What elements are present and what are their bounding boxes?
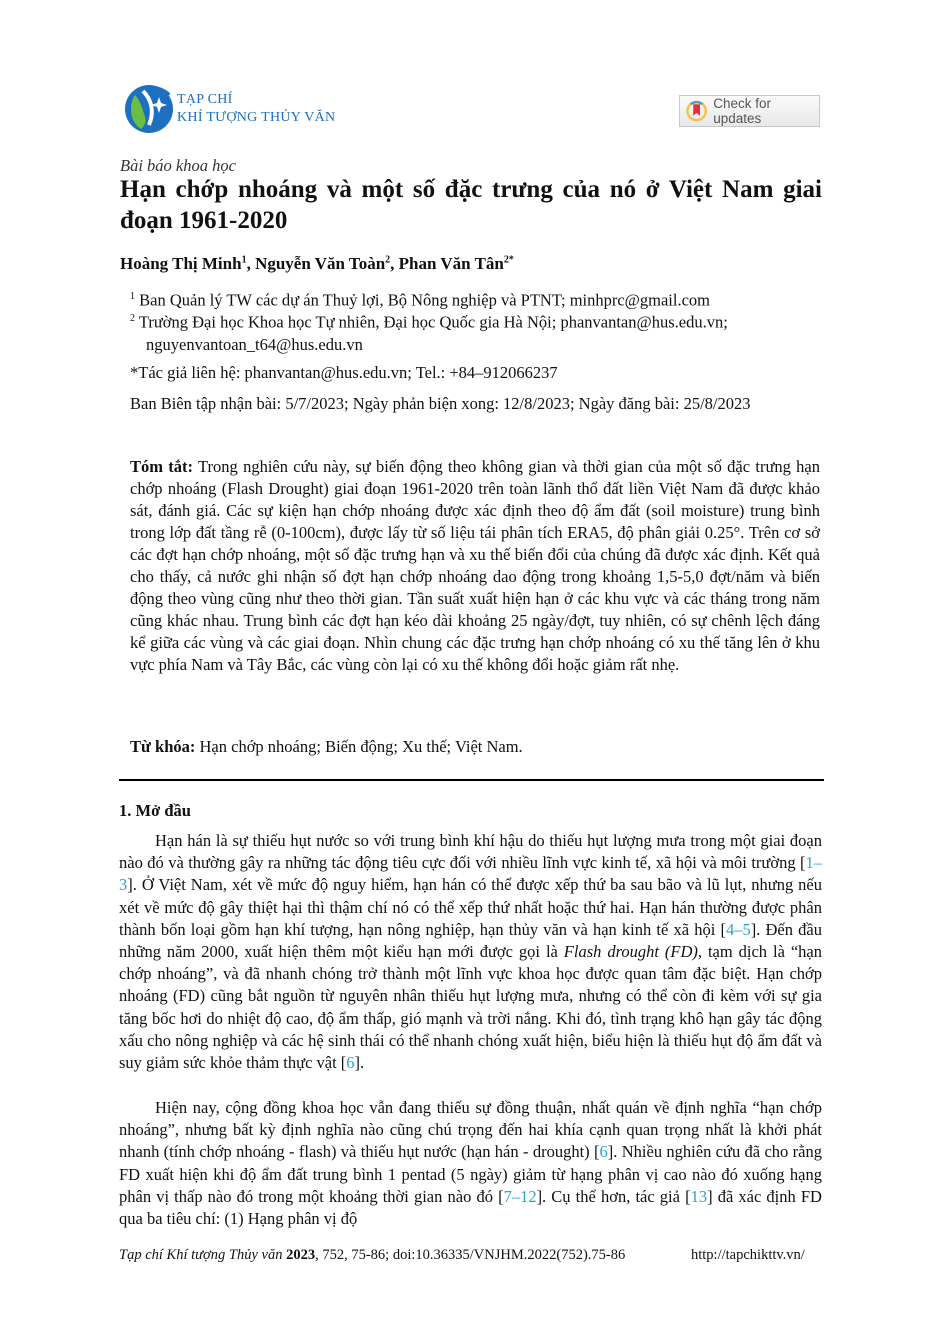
author-name: Hoàng Thị Minh — [120, 254, 242, 273]
keywords-text: Hạn chớp nhoáng; Biến động; Xu thế; Việt Nam. — [195, 737, 523, 756]
section-heading: 1. Mở đầu — [119, 801, 191, 820]
journal-logo — [121, 81, 361, 137]
citation-link[interactable]: 13 — [690, 1186, 708, 1206]
paragraph-1: Hạn hán là sự thiếu hụt nước so với trung bình khí hậu do thiếu hụt lượng mưa trong một giai đoạn nào đó và thường gây ra những tác động tiêu cực đối với nhiều lĩnh vực kinh tế, xã hội và môi trường [1–3]. Ở Việt Nam, xét về mức độ nguy hiểm, hạn hán có thể được xếp thứ ba sau bão và lũ lụt, nhưng nếu xét về mức độ gây thiệt hại thì thậm chí nó có thể xếp thứ nhất hoặc thứ hai. Hạn hán thường được phân thành bốn loại gồm hạn khí tượng, hạn nông nghiệp, hạn thủy văn và hạn kinh tế xã hội [4–5]. Đến đầu những năm 2000, xuất hiện thêm một kiểu hạn mới được gọi là Flash drought (FD), tạm dịch là “hạn chớp nhoáng”, và đã nhanh chóng trở thành một lĩnh vực khoa học được quan tâm đặc biệt. Hạn chớp nhoáng (FD) cũng bắt nguồn từ nguyên nhân thiếu hụt lượng mưa, nhưng có thể còn đi kèm với sự gia tăng bốc hơi do nhiệt độ cao, độ ẩm thấp, gió mạnh và trời nắng. Khi đó, tình trạng khô hạn gây tác động xấu cho nông nghiệp và các hệ sinh thái có thể nhanh chóng xuất hiện, biểu hiện là thiếu hụt độ ẩm đất và suy giảm sức khỏe thảm thực vật [6]. — [119, 831, 822, 1073]
abstract — [130, 456, 820, 676]
citation-link[interactable]: 6 — [599, 1142, 608, 1162]
keywords-label: Từ khóa: — [130, 737, 196, 756]
paragraph-2: Hiện nay, cộng đồng khoa học vẫn đang thiếu sự đồng thuận, nhất quán về định nghĩa “hạn chớp nhoáng”, nhưng bất kỳ định nghĩa nào cũng chú trọng đến hai khía cạnh quan trọng nhất là khởi phát nhanh (tính chớp nhoáng - flash) và thiếu hụt nước (hạn hán - drought) [6]. Nhiều nghiên cứu đã cho rằng FD xuất hiện khi độ ẩm đất trung bình 1 pentad (5 ngày) giảm từ hạng phân vị cao nào đó xuống hạng phân vị thấp nào đó trong một khoảng thời gian nào đó [7–12]. Cụ thể hơn, tác giả [13] đã xác định FD qua ba tiêu chí: (1) Hạng phân vị độ — [119, 1098, 822, 1229]
author-name: Phan Văn Tân — [398, 254, 504, 273]
author-list: Hoàng Thị Minh$^1$, Nguyễn Văn Toàn$^2$, Phan Văn Tân$^{2*}$ — [120, 254, 514, 273]
bookmark-ring-icon — [686, 100, 707, 122]
article-title: Hạn chớp nhoáng và một số đặc trưng của nó ở Việt Nam giai đoạn 1961-2020 — [120, 176, 822, 234]
article-dates: Ban Biên tập nhận bài: 5/7/2023; Ngày phản biện xong: 12/8/2023; Ngày đăng bài: 25/8/2023 — [130, 394, 751, 413]
citation-link[interactable]: 6 — [346, 1053, 355, 1073]
citation-link[interactable]: 4–5 — [725, 919, 751, 939]
abstract-label: Tóm tắt: — [130, 457, 194, 476]
abstract-text: Trong nghiên cứu này, sự biến động theo không gian và thời gian của một số đặc trưng hạn chớp nhoáng (Flash Drought) giai đoạn 1961-2020 trên toàn lãnh thổ đất liền Việt Nam đã được khảo sát, đánh giá. Các sự kiện hạn chớp nhoáng được xác định theo độ ẩm đất (soil moisture) trung bình trong lớp đất tầng rễ (0-100cm), được lấy từ số liệu tái phân tích ERA5, độ phân giải 0.25°. Trên cơ sở các đợt hạn chớp nhoáng, một số đặc trưng hạn và xu thế biến đổi của chúng đã được xác định. Kết quả cho thấy, cả nước ghi nhận số đợt hạn chớp nhoáng dao động trong khoảng 1,5-5,0 đợt/năm và biến động theo vùng cũng như theo thời gian. Tần suất xuất hiện hạn ở các khu vực và các tháng trong năm cũng khác nhau. Trung bình các đợt hạn kéo dài khoảng 25 ngày/đợt, tuy nhiên, có sự chênh lệch đáng kể giữa các vùng và các giai đoạn. Nhìn chung các đặc trưng hạn chớp nhoáng có xu thế tăng lên ở khu vực phía Nam và Tây Bắc, các vùng còn lại có xu thế không đổi hoặc giảm rất nhẹ. — [130, 457, 821, 674]
author-name: Nguyễn Văn Toàn — [255, 254, 386, 273]
globe-vietnam-map-icon — [121, 81, 175, 135]
journal-name: TẠP CHÍ KHÍ TƯỢNG THỦY VĂN — [177, 92, 336, 125]
corresponding-author: *Tác giả liên hệ: phanvantan@hus.edu.vn; Tel.: +84–912066237 — [130, 363, 558, 382]
check-for-updates-label: Check for updates — [713, 96, 772, 126]
section-divider — [119, 779, 824, 781]
citation-link[interactable]: 1–3 — [119, 853, 822, 895]
affiliation-1: $^1$ Ban Quản lý TW các dự án Thuỷ lợi, Bộ Nông nghiệp và PTNT; minhprc@gmail.com — [130, 290, 710, 310]
keywords — [130, 736, 820, 758]
article-type: Bài báo khoa học — [120, 156, 236, 175]
footer-citation: Tạp chí Khí tượng Thủy văn 2023, 752, 75-86; doi:10.36335/VNJHM.2022(752).75-86 — [119, 1247, 626, 1263]
affiliation-2: $^2$ Trường Đại học Khoa học Tự nhiên, Đại học Quốc gia Hà Nội; phanvantan@hus.edu.vn; nguyenvantoan_t64@hus.edu.vn — [130, 312, 728, 354]
citation-link[interactable]: 7–12 — [503, 1186, 537, 1206]
check-for-updates-button[interactable] — [679, 95, 820, 127]
footer-url-link[interactable]: http://tapchikttv.vn/ — [691, 1247, 805, 1263]
